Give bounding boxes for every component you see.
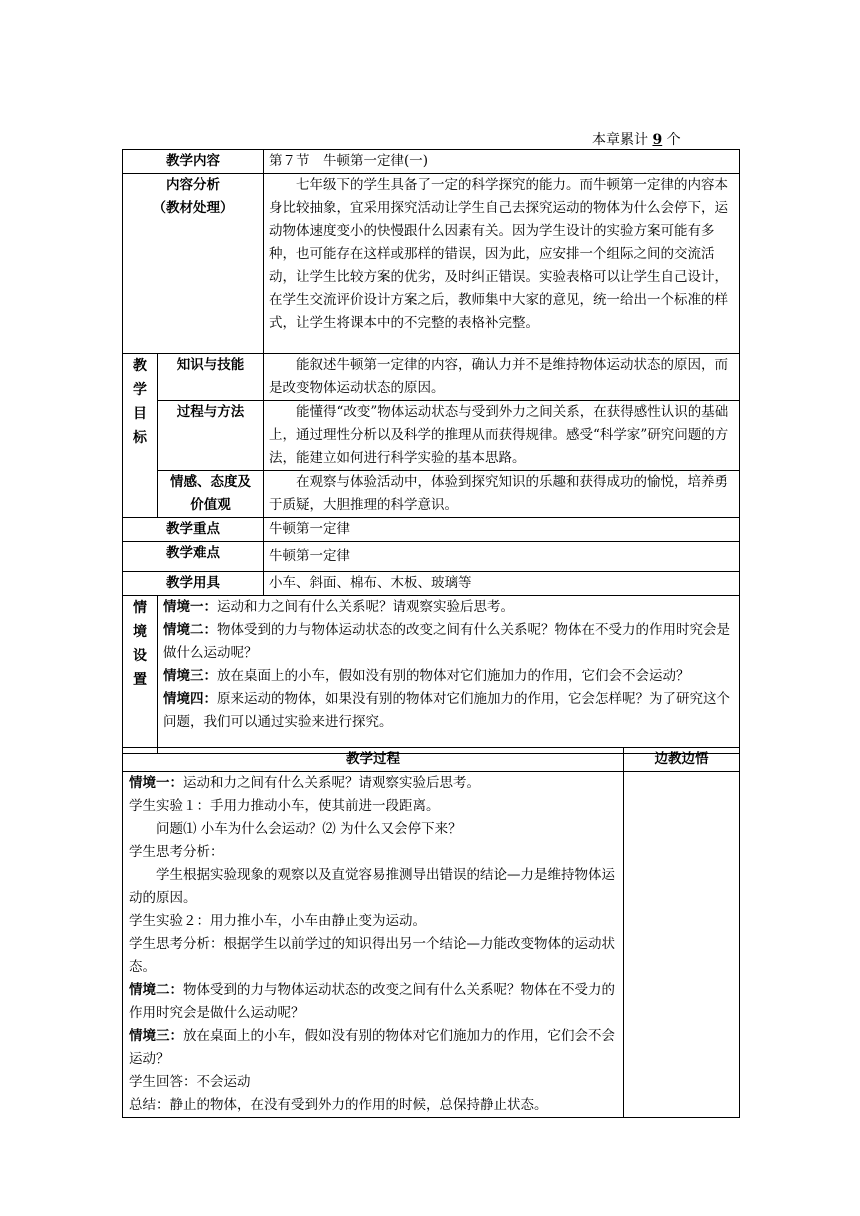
content-value: 第７节 牛顿第一定律(一) xyxy=(264,150,740,174)
experiment-1: 学生实验１：手用力推动小车，使其前进一段距离。 xyxy=(129,798,440,814)
goal-attitude-label xyxy=(158,471,264,518)
summary: 总结：静止的物体，在没有受到外力的作用的时候，总保持静止状态。 xyxy=(129,1097,548,1113)
scenario-item xyxy=(163,619,734,665)
scenario-tag: 情境四： xyxy=(163,691,217,707)
scenario-item xyxy=(163,688,734,734)
question-1: 问题⑴ 小车为什么会运动？⑵ 为什么又会停下来？ xyxy=(156,821,462,837)
key-point-value: 牛顿第一定律 xyxy=(264,518,740,542)
process-content xyxy=(123,772,624,1118)
scenario-text: 物体受到的力与物体运动状态的改变之间有什么关系呢？物体在不受力的作用时究会是做什么运动呢？ xyxy=(129,982,615,1021)
scenario-text: 原来运动的物体，如果没有别的物体对它们施加力的作用，它会怎样呢？为了研究这个问题，我们可以通过实验来进行探究。 xyxy=(163,691,730,730)
scenario-text: 放在桌面上的小车，假如没有别的物体对它们施加力的作用，它们会不会运动？ xyxy=(217,668,690,684)
scenario-tag: 情境二： xyxy=(163,622,217,638)
student-answer: 学生回答：不会运动 xyxy=(129,1074,251,1090)
tools-value: 小车、斜面、棉布、木板、玻璃等 xyxy=(264,572,740,596)
goal-process-label: 过程与方法 xyxy=(158,401,264,471)
side-notes-header: 边教边悟 xyxy=(624,748,740,772)
goal-attitude-label-line: 价值观 xyxy=(190,497,231,513)
analysis-label-main: 内容分析 xyxy=(166,177,220,193)
goals-label-char: 标 xyxy=(133,430,147,446)
scenario-label xyxy=(123,596,158,754)
chapter-counter xyxy=(592,129,681,149)
process-scenario-1 xyxy=(129,772,617,795)
goal-attitude-text xyxy=(264,471,740,518)
counter-number: 9 xyxy=(652,132,663,148)
lesson-plan-table xyxy=(122,149,740,754)
process-scenario-3 xyxy=(129,1025,617,1071)
scenario-label-char: 情 xyxy=(133,600,147,616)
scenario-label-char: 境 xyxy=(133,624,147,640)
goal-attitude-paragraph: 在观察与体验活动中，体验到探究知识的乐趣和获得成功的愉悦，培养勇于质疑，大胆推理的科学意识。 xyxy=(269,474,728,513)
content-label: 教学内容 xyxy=(123,150,264,174)
goal-knowledge-label: 知识与技能 xyxy=(158,354,264,401)
scenario-text: 运动和力之间有什么关系呢？请观察实验后思考。 xyxy=(217,599,514,615)
process-header: 教学过程 xyxy=(123,748,624,772)
think-text-1: 学生根据实验现象的观察以及直觉容易推测导出错误的结论—力是维持物体运动的原因。 xyxy=(129,867,615,906)
goal-process-text xyxy=(264,401,740,471)
scenario-item xyxy=(163,596,734,619)
scenario-item xyxy=(163,665,734,688)
goal-process-paragraph: 能懂得“改变”物体运动状态与受到外力之间关系，在获得感性认识的基础上，通过理性分析以及科学的推理从而获得规律。感受“科学家”研究问题的方法，能建立如何进行科学实验的基本思路。 xyxy=(269,404,729,466)
difficulty-value: 牛顿第一定律 xyxy=(264,542,740,572)
think-text-2: 学生思考分析：根据学生以前学过的知识得出另一个结论—力能改变物体的运动状态。 xyxy=(129,936,615,975)
analysis-text xyxy=(264,174,740,354)
experiment-2: 学生实验２：用力推小车，小车由静止变为运动。 xyxy=(129,913,426,929)
scenario-tag: 情境三： xyxy=(163,668,217,684)
analysis-paragraph: 七年级下的学生具备了一定的科学探究的能力。而牛顿第一定律的内容本身比较抽象，宜采用探究活动让学生自己去探究运动的物体为什么会停下，运动物体速度变小的快慢跟什么因素有关。因为学生设计的实验方案可能有多种，也可能存在这样或那样的错误，因为此，应安排一个组际之间的交流活动，让学生比较方案的优劣，及时纠正错误。实验表格可以让学生自己设计，在学生交流评价设计方案之后，教师集中大家的意见，统一给出一个标准的样式，让学生将课本中的不完整的表格补完整。 xyxy=(269,177,728,331)
tools-label: 教学用具 xyxy=(123,572,264,596)
scenario-label-char: 置 xyxy=(133,672,147,688)
scenario-tag: 情境三： xyxy=(129,1028,183,1044)
scenario-text: 放在桌面上的小车，假如没有别的物体对它们施加力的作用，它们会不会运动？ xyxy=(129,1028,615,1067)
key-point-label: 教学重点 xyxy=(123,518,264,542)
goals-label-char: 目 xyxy=(133,406,147,422)
goals-label-char: 学 xyxy=(133,382,147,398)
scenario-tag: 情境二： xyxy=(129,982,183,998)
analysis-label xyxy=(123,174,264,354)
goal-knowledge-text xyxy=(264,354,740,401)
process-scenario-2 xyxy=(129,979,617,1025)
difficulty-label: 教学难点 xyxy=(123,542,264,572)
goals-label xyxy=(123,354,158,518)
side-notes-cell xyxy=(624,772,740,1118)
scenario-tag: 情境一： xyxy=(129,775,183,791)
counter-suffix: 个 xyxy=(666,132,681,148)
teaching-process-table xyxy=(122,747,740,1118)
scenario-text: 运动和力之间有什么关系呢？请观察实验后思考。 xyxy=(183,775,480,791)
think-label-1: 学生思考分析： xyxy=(129,844,224,860)
scenario-text: 物体受到的力与物体运动状态的改变之间有什么关系呢？物体在不受力的作用时究会是做什么运动呢？ xyxy=(163,622,730,661)
counter-prefix: 本章累计 xyxy=(592,132,648,148)
analysis-label-sub: （教材处理） xyxy=(152,200,234,216)
goal-knowledge-paragraph: 能叙述牛顿第一定律的内容，确认力并不是维持物体运动状态的原因，而是改变物体运动状态的原因。 xyxy=(269,357,728,396)
goal-attitude-label-line: 情感、态度及 xyxy=(170,474,251,490)
scenario-tag: 情境一： xyxy=(163,599,217,615)
goals-label-char: 教 xyxy=(133,358,147,374)
scenario-label-char: 设 xyxy=(133,648,147,664)
scenario-content xyxy=(158,596,740,754)
